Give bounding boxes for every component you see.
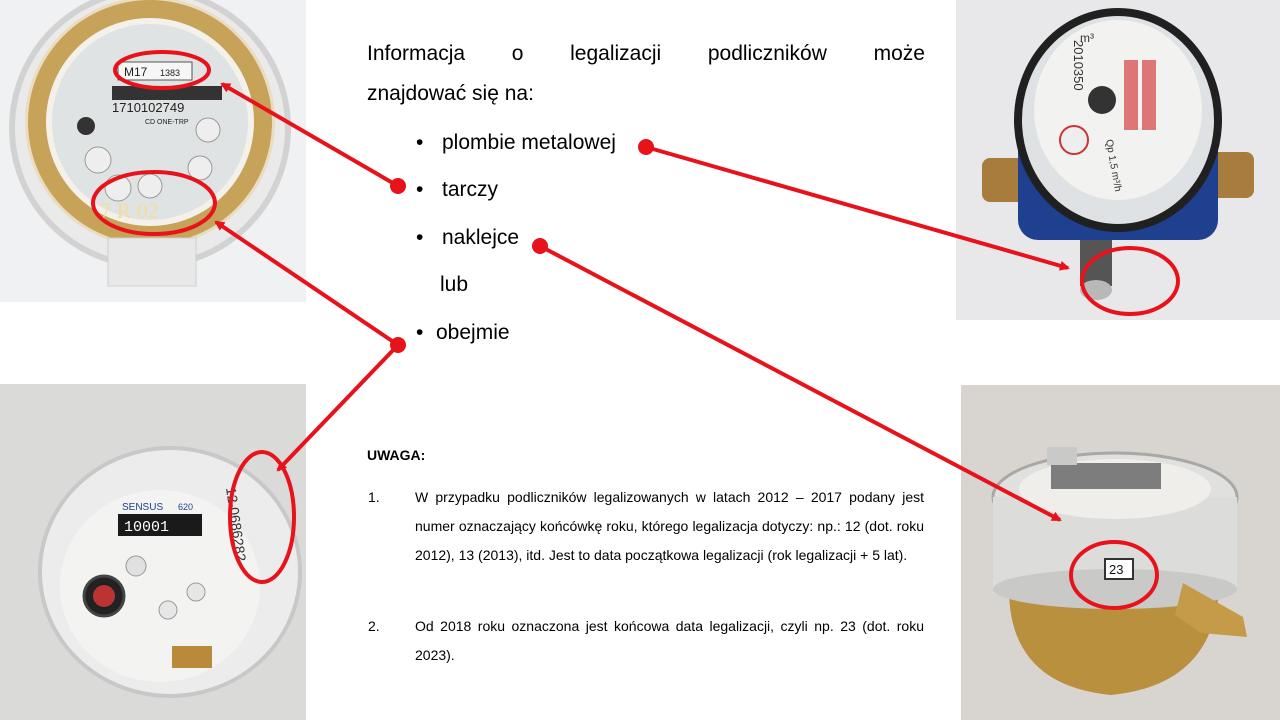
sticker-year: 23 bbox=[1109, 562, 1124, 577]
svg-text:10001: 10001 bbox=[124, 519, 170, 536]
meter-photo-sticker bbox=[961, 385, 1280, 720]
note-item-2: 2. Od 2018 roku oznaczona jest końcowa data legalizacji, czyli np. 23 (dot. roku 2023). bbox=[368, 618, 924, 663]
dot-dial bbox=[390, 178, 406, 194]
sensus-brand: SENSUS bbox=[122, 502, 164, 513]
svg-text:2010350: 2010350 bbox=[1071, 40, 1086, 91]
side-serial: 12-0686282 bbox=[223, 486, 250, 563]
svg-text:1383: 1383 bbox=[160, 68, 181, 78]
dot-sticker bbox=[532, 238, 548, 254]
meter-photo-sensus bbox=[0, 384, 306, 720]
bullet-connector-lub: lub bbox=[440, 273, 469, 296]
dial-mark-text: M17 bbox=[124, 65, 148, 79]
svg-text:Qp 1,5 m³/h: Qp 1,5 m³/h bbox=[1103, 138, 1124, 193]
meter-photo-dial bbox=[0, 0, 306, 302]
meter-photo-seal bbox=[956, 0, 1280, 320]
svg-text:1710102749: 1710102749 bbox=[112, 100, 185, 115]
note-item-1: 1. W przypadku podliczników legalizowanych w latach 2012 – 2017 podany jest numer oznaczający końcówkę roku, którego legalizacja dotyczy: np.: 12 (dot. roku 2012), 13 (2013), itd. Jest to data początkowa legalizacji (rok legalizacji + 5 lat). bbox=[368, 489, 924, 563]
intro-heading: Informacja o legalizacji podliczników może znajdować się na: bbox=[367, 34, 925, 114]
svg-text:CD ONE-TRP: CD ONE-TRP bbox=[145, 119, 189, 126]
svg-text:m³: m³ bbox=[1080, 31, 1094, 45]
intro-heading-line2: znajdować się na: bbox=[367, 82, 534, 105]
dot-collar bbox=[390, 337, 406, 353]
svg-text:620: 620 bbox=[178, 502, 194, 512]
note-title: UWAGA: bbox=[367, 447, 426, 463]
dot-seal bbox=[638, 139, 654, 155]
collar-engraving: 7 R 02 bbox=[100, 198, 159, 223]
